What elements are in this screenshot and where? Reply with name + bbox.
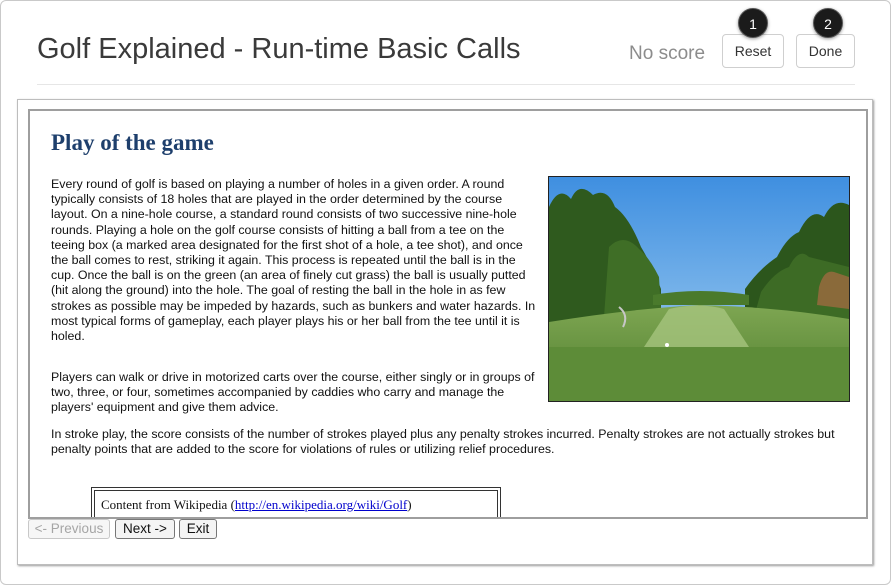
lesson-heading: Play of the game bbox=[51, 130, 214, 155]
next-button[interactable]: Next -> bbox=[115, 519, 175, 539]
golf-course-photo bbox=[548, 176, 850, 402]
source-suffix: ) bbox=[407, 497, 412, 512]
exit-button[interactable]: Exit bbox=[179, 519, 217, 539]
score-status: No score bbox=[629, 43, 706, 64]
previous-button[interactable]: <- Previous bbox=[28, 519, 110, 539]
source-attribution bbox=[91, 487, 501, 519]
callout-badge-1: 1 bbox=[738, 8, 768, 38]
reset-button[interactable]: Reset bbox=[722, 34, 784, 68]
paragraph-3: In stroke play, the score consists of the number of strokes played plus any penalty strokes incurred. Penalty strokes are not actually strokes but penalty points that are added to the score for violations of rules or utilizing relief procedures. bbox=[51, 427, 835, 457]
lesson-content[interactable] bbox=[28, 109, 868, 519]
source-attribution-text bbox=[94, 490, 498, 519]
header-divider bbox=[37, 84, 855, 85]
paragraph-1: Every round of golf is based on playing a number of holes in a given order. A round typically consists of 18 holes that are played in the order determined by the course layout. On a nine-hole course, a standard round consists of two successive nine-hole rounds. Playing a hole on the golf course consists of hitting a ball from a tee on the teeing box (a marked area designated for the first shot of a hole, a tee shot), and once the ball comes to rest, striking it again. This process is repeated until the ball is in the cup. Once the ball is on the green (an area of finely cut grass) the ball is usually putted (hit along the ground) into the hole. The goal of resting the ball in the hole in as few strokes as possible may be impeded by hazards, such as bunkers and water hazards. In most typical forms of gameplay, each player plays his or her ball from the tee until it is holed. bbox=[51, 177, 536, 344]
wikipedia-link[interactable]: http://en.wikipedia.org/wiki/Golf bbox=[234, 497, 408, 512]
page-title: Golf Explained - Run-time Basic Calls bbox=[37, 33, 521, 65]
source-prefix: Content from Wikipedia ( bbox=[101, 497, 235, 512]
done-button[interactable]: Done bbox=[796, 34, 855, 68]
paragraph-2: Players can walk or drive in motorized carts over the course, either singly or in groups of two, three, or four, sometimes accompanied by caddies who carry and manage the players' equipment and give them advice. bbox=[51, 370, 535, 415]
callout-badge-2: 2 bbox=[813, 8, 843, 38]
